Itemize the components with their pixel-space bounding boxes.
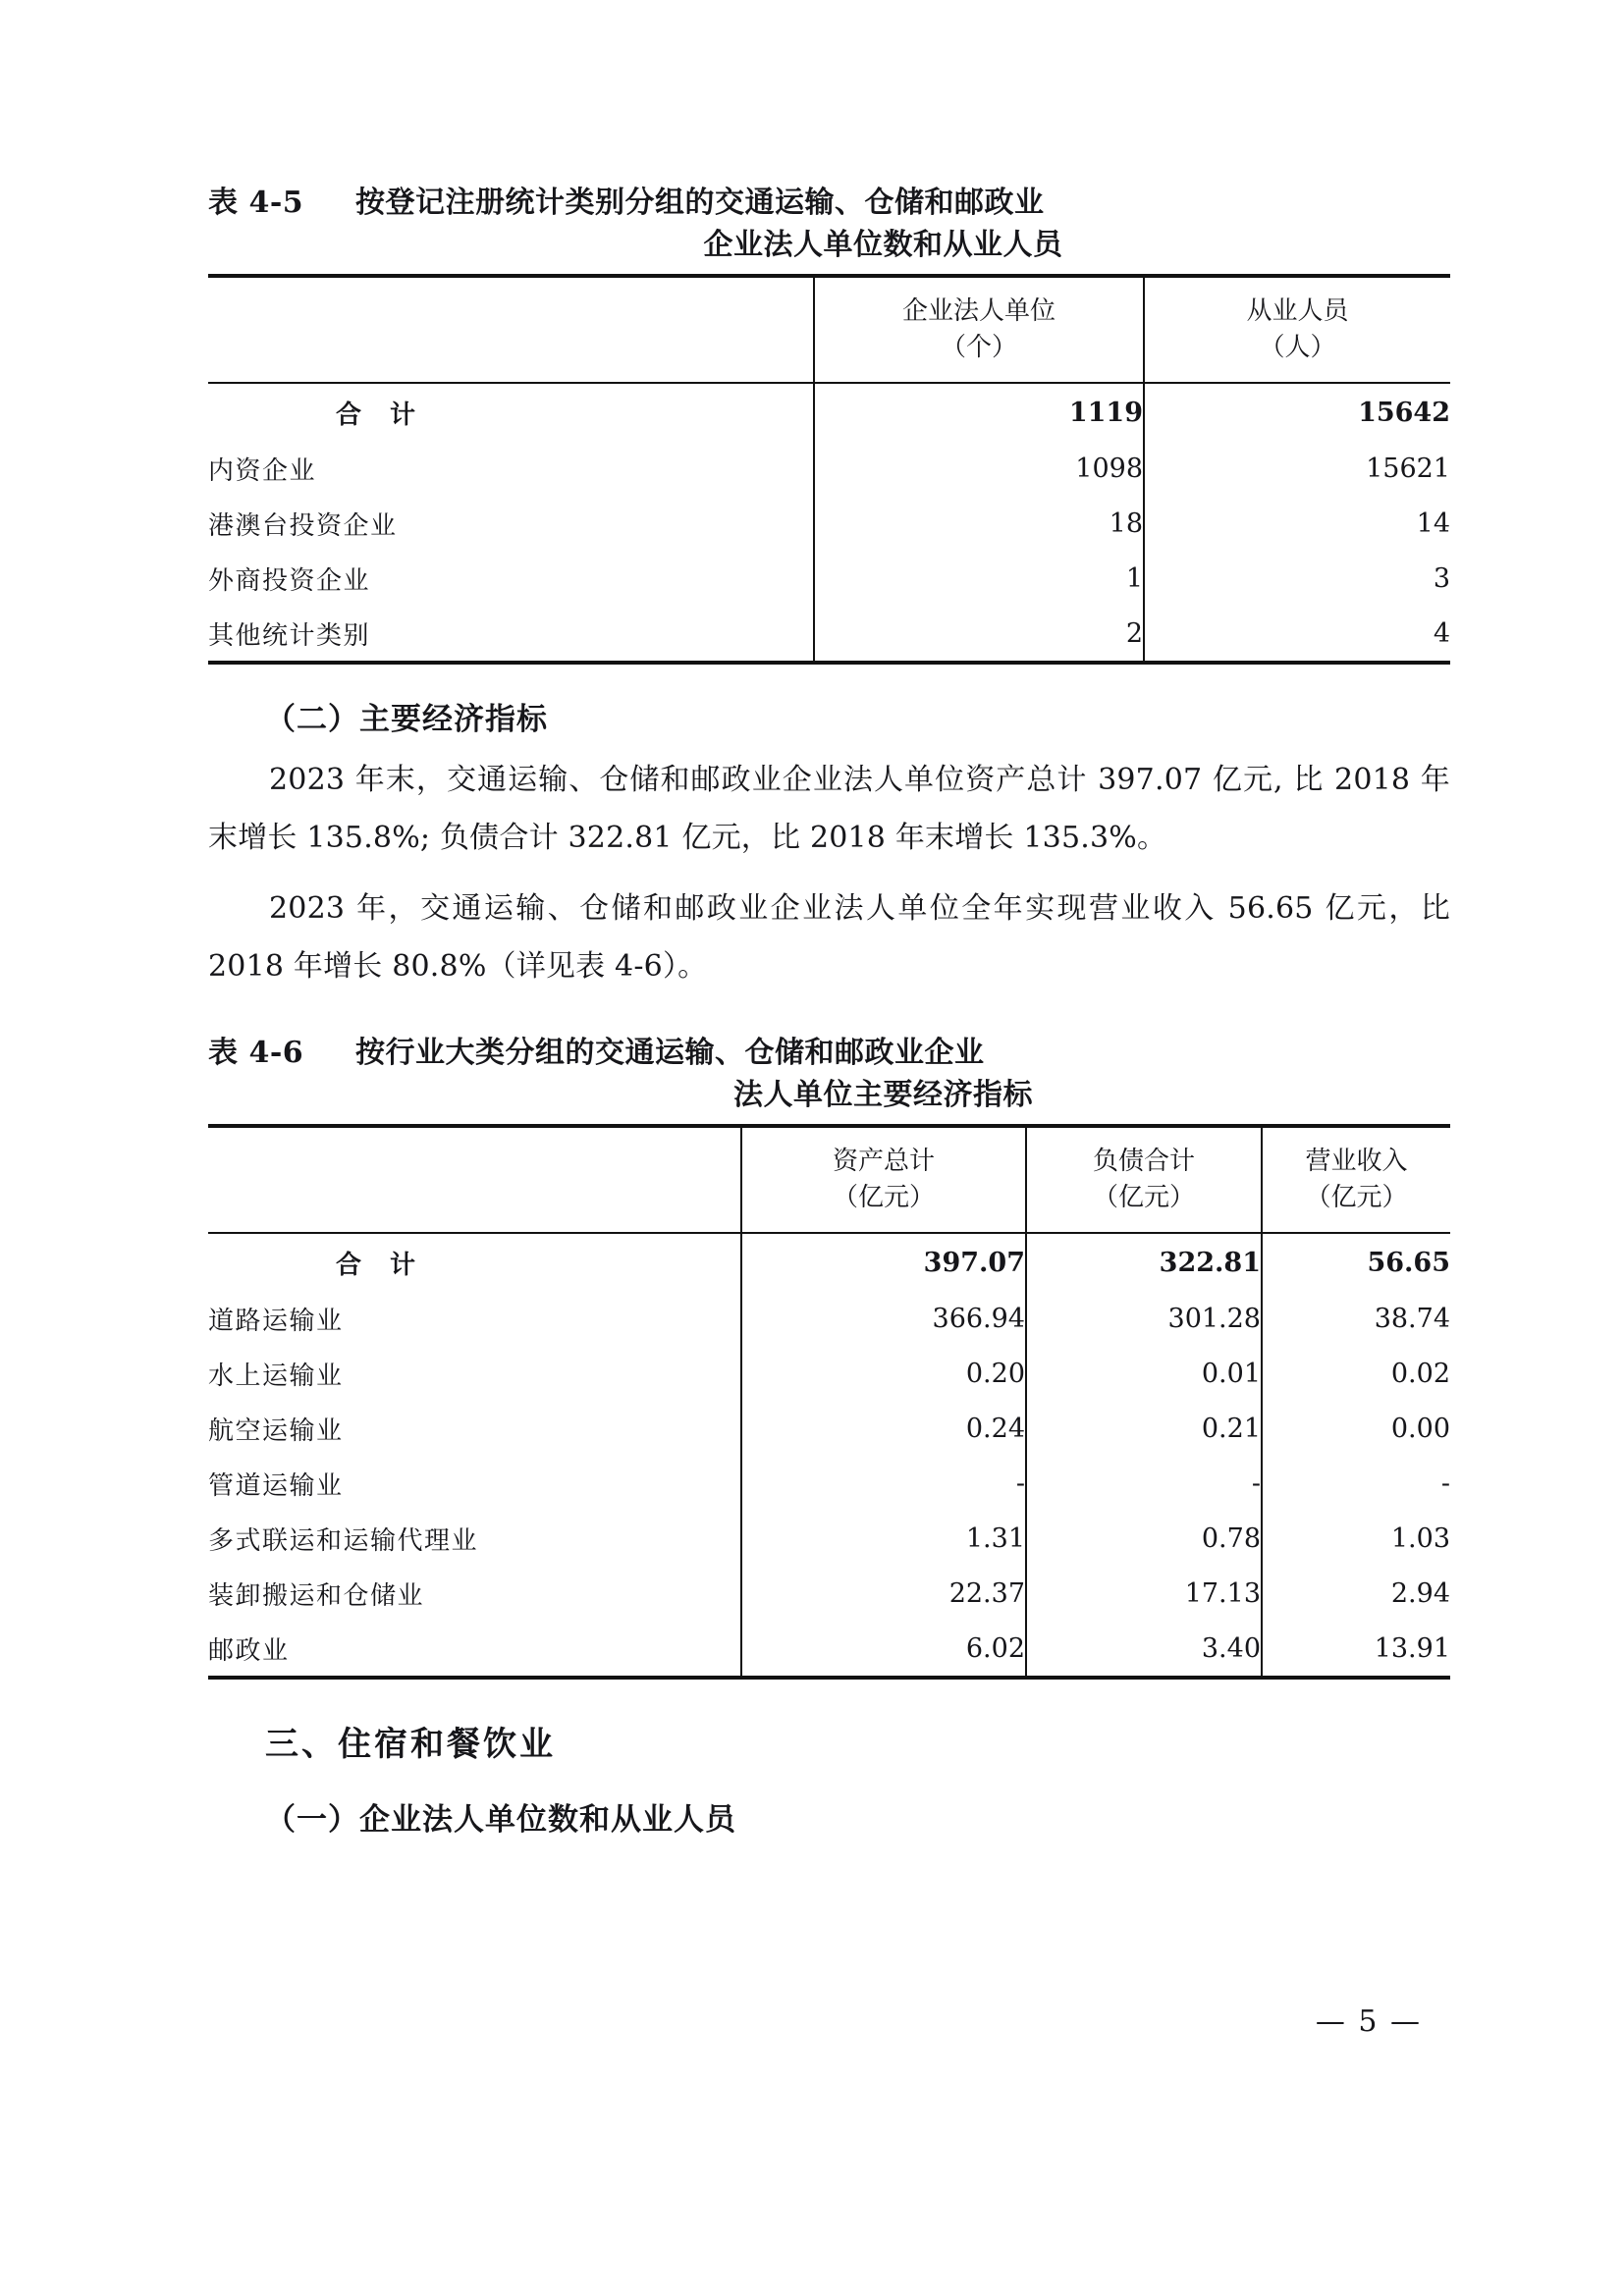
table-row <box>208 1621 1450 1678</box>
table-4-6-header-liabilities-title: 负债合计 <box>1092 1146 1195 1176</box>
table-4-6-row-1-revenue: 0.02 <box>1262 1346 1450 1401</box>
table-row <box>208 606 1450 663</box>
table-4-6-row-0-liabilities: 301.28 <box>1026 1291 1262 1346</box>
table-4-5-row-2-label: 外商投资企业 <box>208 565 371 596</box>
table-4-5-row-3-enterprises: 2 <box>814 606 1144 663</box>
table-4-6-row-3-liabilities: - <box>1026 1456 1262 1511</box>
table-4-6-caption <box>208 1033 1450 1116</box>
table-4-6-header-assets-title: 资产总计 <box>832 1146 935 1176</box>
table-4-6-total-revenue: 56.65 <box>1262 1233 1450 1291</box>
table-4-5-caption <box>208 183 1450 266</box>
table-4-6-row-2-liabilities: 0.21 <box>1026 1401 1262 1456</box>
table-4-6-row-6-liabilities: 3.40 <box>1026 1621 1262 1678</box>
table-4-6-row-3-revenue: - <box>1262 1456 1450 1511</box>
table-row <box>208 1511 1450 1566</box>
table-4-6-row-0-assets: 366.94 <box>741 1291 1026 1346</box>
section-two-paragraph-2: 2023 年，交通运输、仓储和邮政业企业法人单位全年实现营业收入 56.65 亿元，比 2018 年增长 80.8%（详见表 4-6）。 <box>208 891 1450 984</box>
table-4-6-row-5-label: 装卸搬运和仓储业 <box>208 1580 425 1611</box>
table-4-6-row-6-revenue: 13.91 <box>1262 1621 1450 1678</box>
table-4-6-header-liabilities-unit: （亿元） <box>1092 1183 1195 1213</box>
table-4-6-row-2-assets: 0.24 <box>741 1401 1026 1456</box>
table-4-6-header-row <box>208 1126 1450 1233</box>
table-4-6-row-4-label: 多式联运和运输代理业 <box>208 1525 479 1556</box>
table-4-6-header-revenue-unit: （亿元） <box>1305 1183 1408 1213</box>
table-4-6-title-line2: 法人单位主要经济指标 <box>733 1077 1033 1112</box>
table-4-6-row-0-revenue: 38.74 <box>1262 1291 1450 1346</box>
table-4-6-row-6-label: 邮政业 <box>208 1621 741 1678</box>
table-4-6-header-revenue <box>1262 1126 1450 1233</box>
section-three-subheading: （一）企业法人单位数和从业人员 <box>265 1802 736 1839</box>
table-row <box>208 1346 1450 1401</box>
table-4-6 <box>208 1124 1450 1680</box>
table-4-6-row-1-liabilities: 0.01 <box>1026 1346 1262 1401</box>
table-4-5-row-0-enterprises: 1098 <box>814 441 1144 496</box>
table-4-5-header-blank <box>208 276 814 383</box>
table-4-6-row-2-label: 航空运输业 <box>208 1415 344 1446</box>
table-4-6-row-0-label: 道路运输业 <box>208 1306 344 1336</box>
table-4-5-header-employees-unit: （人） <box>1259 333 1336 363</box>
table-4-6-header-liabilities <box>1026 1126 1262 1233</box>
table-4-6-header-revenue-title: 营业收入 <box>1305 1146 1408 1176</box>
table-4-5-header-enterprises <box>814 276 1144 383</box>
table-4-6-row-4-assets: 1.31 <box>741 1511 1026 1566</box>
table-4-5 <box>208 274 1450 665</box>
table-4-5-total-enterprises: 1119 <box>814 383 1144 441</box>
table-row <box>208 551 1450 606</box>
table-row <box>208 1291 1450 1346</box>
table-4-6-total-liabilities: 322.81 <box>1026 1233 1262 1291</box>
table-4-5-row-1-label: 港澳台投资企业 <box>208 510 398 541</box>
table-4-6-row-4-revenue: 1.03 <box>1262 1511 1450 1566</box>
table-4-6-row-3-label: 管道运输业 <box>208 1470 344 1501</box>
table-4-5-row-0-employees: 15621 <box>1144 441 1450 496</box>
section-two-paragraph-1: 2023 年末，交通运输、仓储和邮政业企业法人单位资产总计 397.07 亿元, 比 2018 年末增长 135.8%; 负债合计 322.81 亿元，比 2018 年末增长 135.3%。 <box>208 763 1450 855</box>
table-4-6-total-label: 合 计 <box>208 1233 741 1291</box>
section-three-heading: 三、住宿和餐饮业 <box>265 1725 556 1765</box>
table-4-6-row-6-assets: 6.02 <box>741 1621 1026 1678</box>
table-4-5-row-3-label: 其他统计类别 <box>208 606 814 663</box>
table-4-5-total-label: 合 计 <box>208 383 814 441</box>
table-row <box>208 1401 1450 1456</box>
table-4-6-row-2-revenue: 0.00 <box>1262 1401 1450 1456</box>
table-4-6-row-5-assets: 22.37 <box>741 1566 1026 1621</box>
table-4-5-title-line2: 企业法人单位数和从业人员 <box>703 227 1063 262</box>
table-4-5-header-employees-title: 从业人员 <box>1246 295 1349 326</box>
table-4-5-row-2-employees: 3 <box>1144 551 1450 606</box>
table-4-6-number: 表 4-6 <box>208 1036 304 1071</box>
table-row <box>208 1456 1450 1511</box>
section-two-heading: （二）主要经济指标 <box>265 702 548 738</box>
table-4-5-row-2-enterprises: 1 <box>814 551 1144 606</box>
table-4-5-number: 表 4-5 <box>208 186 304 220</box>
table-4-5-row-0-label: 内资企业 <box>208 455 317 486</box>
table-4-6-row-1-label: 水上运输业 <box>208 1361 344 1391</box>
table-4-6-total-row <box>208 1233 1450 1291</box>
table-4-6-total-assets: 397.07 <box>741 1233 1026 1291</box>
table-4-5-total-employees: 15642 <box>1144 383 1450 441</box>
table-4-5-row-1-enterprises: 18 <box>814 496 1144 551</box>
table-4-6-header-blank <box>208 1126 741 1233</box>
table-4-5-header-enterprises-title: 企业法人单位 <box>901 295 1056 326</box>
table-4-6-row-4-liabilities: 0.78 <box>1026 1511 1262 1566</box>
table-row <box>208 496 1450 551</box>
page-content <box>208 183 1450 1842</box>
table-4-5-total-row <box>208 383 1450 441</box>
table-4-5-header-employees <box>1144 276 1450 383</box>
table-4-5-title-line1: 按登记注册统计类别分组的交通运输、仓储和邮政业 <box>355 186 1045 220</box>
table-4-5-row-1-employees: 14 <box>1144 496 1450 551</box>
page-number: — 5 — <box>1315 2004 1422 2039</box>
table-row <box>208 1566 1450 1621</box>
table-4-6-title-line1: 按行业大类分组的交通运输、仓储和邮政业企业 <box>355 1036 985 1071</box>
table-4-6-row-3-assets: - <box>741 1456 1026 1511</box>
table-4-6-header-assets-unit: （亿元） <box>832 1183 935 1213</box>
table-4-6-header-assets <box>741 1126 1026 1233</box>
table-4-5-header-row <box>208 276 1450 383</box>
table-4-6-row-5-liabilities: 17.13 <box>1026 1566 1262 1621</box>
table-4-6-row-5-revenue: 2.94 <box>1262 1566 1450 1621</box>
table-4-5-row-3-employees: 4 <box>1144 606 1450 663</box>
table-row <box>208 441 1450 496</box>
table-4-6-row-1-assets: 0.20 <box>741 1346 1026 1401</box>
table-4-5-header-enterprises-unit: （个） <box>940 333 1017 363</box>
